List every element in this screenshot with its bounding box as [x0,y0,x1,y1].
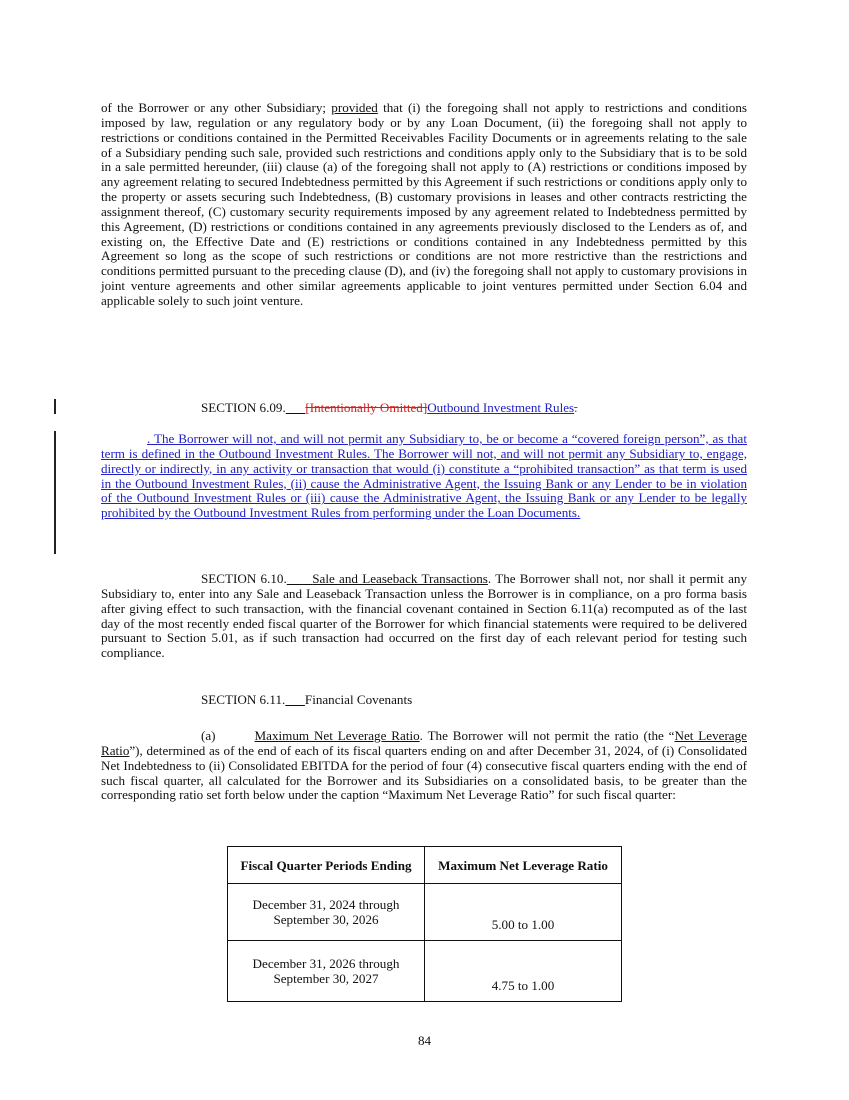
deleted-title: [Intentionally Omitted] [305,400,428,415]
provided-term: provided [331,100,378,115]
section-heading-6-09: SECTION 6.09. [Intentionally Omitted]Outbound Investment Rules. [201,400,578,415]
page-number: 84 [417,1033,432,1048]
max-net-leverage-ratio-title: Maximum Net Leverage Ratio [254,728,420,743]
section-6-10-paragraph: SECTION 6.10. Sale and Leaseback Transactions. The Borrower shall not, nor shall it permit any Subsidiary to, enter into any Sale and Leaseback Transaction unless the Borrower is in compliance, on a pro forma basis after giving effect to such transaction, with the financial covenant contained in Section 6.11(a) recomputed as of the last day of the most recently ended fiscal quarter of the Borrower for which financial statements were required to be delivered pursuant to Section 5.01, as if such transaction had occurred on the first day of each relevant period for testing such compliance. [101,571,748,661]
inserted-title: Outbound Investment Rules [427,400,575,415]
table-row [228,884,622,941]
revision-bar [54,431,56,554]
paragraph-restrictions: of the Borrower or any other Subsidiary; provided that (i) the foregoing shall not apply to restrictions and conditions imposed by law, regulation or any regulatory body or by any Loan Document, (ii) the foregoing shall not apply to restrictions or conditions contained in the Permitted Receivables Facility Documents or in agreements relating to the sale of a Subsidiary pending such sale, provided such restrictions and conditions apply only to the Subsidiary that is to be sold in a sale permitted hereunder, (iii) clause (a) of the foregoing shall not apply to (A) restrictions or conditions imposed by any agreement relating to secured Indebtedness permitted by this Agreement if such restrictions or conditions apply only to the property or assets securing such Indebtedness, (B) customary provisions in leases and other contracts restricting the assignment thereof, (C) customary security requirements imposed by any agreement related to Indebtedness permitted by this Agreement, (D) restrictions or conditions contained in any agreements previously disclosed to the Lenders as of, and existing on, the Effective Date and (E) restrictions or conditions contained in any Indebtedness permitted by this Agreement so long as the scope of such restrictions or conditions are not more restrictive than the restrictions and conditions permitted pursuant to the preceding clause (D), and (iv) the foregoing shall not apply to customary provisions in joint venture agreements and other similar agreements applicable to joint ventures permitted under Section 6.04 and applicable solely to such joint venture. [101,100,747,308]
table-cell: 5.00 to 1.00 [425,884,622,941]
table-cell: December 31, 2024 through September 30, 2026 [228,884,425,941]
leverage-ratio-table [227,846,622,1002]
section-6-10-title: Sale and Leaseback Transactions [312,571,488,586]
table-header: Fiscal Quarter Periods Ending [228,847,425,884]
inserted-outbound-paragraph: . The Borrower will not, and will not permit any Subsidiary to, be or become a “covered foreign person”, as that term is defined in the Outbound Investment Rules. The Borrower will not, and will not permit any Subsidiary to, engage, directly or indirectly, in any activity or transaction that would (i) constitute a “prohibited transaction” as that term is used in the Outbound Investment Rules, (ii) cause the Administrative Agent, the Issuing Bank or any Lender to be in violation of the Outbound Investment Rules or (iii) cause the Administrative Agent, the Issuing Bank or any Lender to be legally prohibited by the Outbound Investment Rules from performing under the Loan Documents. [101,431,747,521]
table-header: Maximum Net Leverage Ratio [425,847,622,884]
table-cell: December 31, 2026 through September 30, 2027 [228,941,425,1002]
table-row [228,941,622,1002]
table-header-row [228,847,622,884]
section-heading-6-11: SECTION 6.11. Financial Covenants [201,692,413,707]
section-6-11-a-paragraph: (a) Maximum Net Leverage Ratio. The Borrower will not permit the ratio (the “Net Leverage Ratio”), determined as of the end of each of its fiscal quarters ending on and after December 31, 2024, of (i) Consolidated Net Indebtedness to (ii) Consolidated EBITDA for the period of four (4) consecutive fiscal quarters ending with the end of such fiscal quarter, all calculated for the Borrower and its Subsidiaries on a consolidated basis, to be greater than the corresponding ratio set forth below under the caption “Maximum Net Leverage Ratio” for such fiscal quarter: [101,728,747,803]
revision-bar [54,399,56,414]
table-cell: 4.75 to 1.00 [425,941,622,1002]
